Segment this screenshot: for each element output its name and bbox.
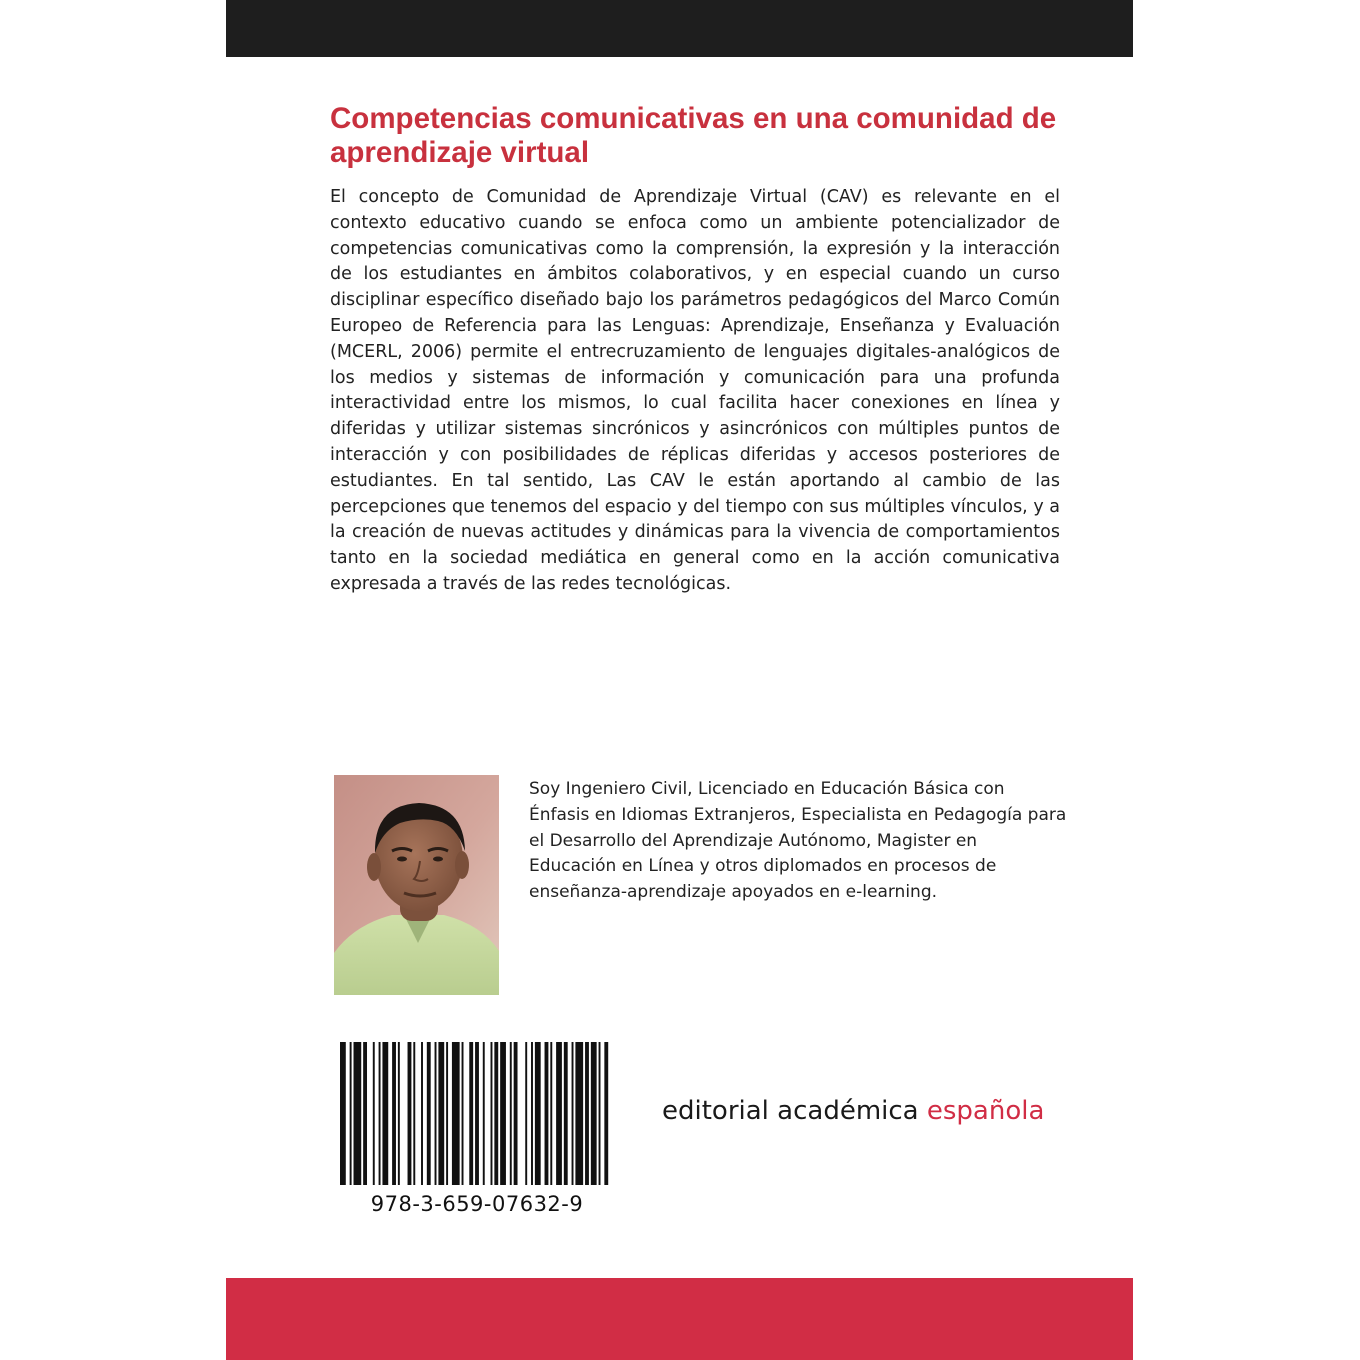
barcode-bar xyxy=(572,1042,574,1185)
barcode-bar xyxy=(350,1042,352,1185)
bottom-red-band xyxy=(226,1278,1133,1360)
barcode-bar xyxy=(531,1042,533,1185)
barcode-bar xyxy=(575,1042,583,1185)
barcode-bar xyxy=(446,1042,448,1185)
author-bio: Soy Ingeniero Civil, Licenciado en Educación Básica con Énfasis en Idiomas Extranjeros, Especialista en Pedagogía para el Desarrollo del Aprendizaje Autónomo, Magister en Educación en Línea y otros diplomados en procesos de enseñanza-aprendizaje apoyados en e-learning. xyxy=(529,779,1067,903)
barcode-bar xyxy=(340,1042,346,1185)
barcode-bar xyxy=(525,1042,527,1185)
barcode-bar xyxy=(491,1042,493,1185)
barcode-bar xyxy=(354,1042,362,1185)
barcode-bar xyxy=(469,1042,473,1185)
barcode-bar xyxy=(475,1042,479,1185)
book-synopsis: El concepto de Comunidad de Aprendizaje Virtual (CAV) es relevante en el contexto educativo cuando se enfoca como un ambiente potencializador de competencias comunicativas como la comprensión, la expresión y la interacción de los estudiantes en ámbitos colaborativos, y en especial cuando un curso disciplinar específico diseñado bajo los parámetros pedagógicos del Marco Común Europeo de Referencia para las Lenguas: Aprendizaje, Enseñanza y Evaluación (MCERL, 2006) permite el entrecruzamiento de lenguajes digitales-analógicos de los medios y sistemas de información y comunicación para una profunda interactividad entre los mismos, lo cual facilita hacer conexiones en línea y diferidas y utilizar sistemas sincrónicos y asincrónicos con múltiples puntos de interacción y con posibilidades de réplicas diferidas y accesos posteriores de estudiantes. En tal sentido, Las CAV le están aportando al cambio de las percepciones que tenemos del espacio y del tiempo con sus múltiples vínculos, y a la creación de nuevas actitudes y dinámicas para la vivencia de comportamientos tanto en la sociedad mediática en general como en la acción comunicativa expresada a través de las redes tecnológicas. xyxy=(330,187,1060,594)
publisher-logo xyxy=(662,1096,1044,1126)
barcode-bar xyxy=(545,1042,549,1185)
barcode-bar xyxy=(500,1042,506,1185)
barcode-bar xyxy=(427,1042,431,1185)
barcode-bar xyxy=(462,1042,464,1185)
isbn-number: 978-3-659-07632-9 xyxy=(370,1192,584,1216)
barcode-bar xyxy=(535,1042,541,1185)
book-back-cover xyxy=(226,0,1133,1360)
barcode-bar xyxy=(483,1042,485,1185)
publisher-name-main: editorial académica xyxy=(662,1096,927,1126)
barcode-bar xyxy=(392,1042,396,1185)
barcode-bar xyxy=(494,1042,498,1185)
barcode-bar xyxy=(373,1042,375,1185)
barcode-bar xyxy=(604,1042,608,1185)
barcode-bar xyxy=(435,1042,437,1185)
barcode-bar xyxy=(382,1042,388,1185)
barcode-bar xyxy=(599,1042,601,1185)
barcode-bar xyxy=(413,1042,415,1185)
barcode-bar xyxy=(363,1042,367,1185)
barcode-bar xyxy=(556,1042,562,1185)
barcode-bar xyxy=(585,1042,589,1185)
top-dark-band xyxy=(226,0,1133,57)
publisher-name-accent: española xyxy=(926,1096,1045,1126)
barcode-bar xyxy=(550,1042,552,1185)
barcode-bar xyxy=(591,1042,597,1185)
barcode-bar xyxy=(408,1042,412,1185)
barcode-bar xyxy=(398,1042,400,1185)
barcode-bar xyxy=(421,1042,423,1185)
author-photo xyxy=(334,775,499,995)
barcode-bar xyxy=(438,1042,444,1185)
barcode-bar xyxy=(452,1042,460,1185)
isbn-barcode xyxy=(340,1042,614,1185)
barcode-bar xyxy=(379,1042,381,1185)
book-title: Competencias comunicativas en una comunidad de aprendizaje virtual xyxy=(330,102,1057,169)
barcode-bar xyxy=(510,1042,512,1185)
barcode-bar xyxy=(564,1042,568,1185)
barcode-bar xyxy=(514,1042,518,1185)
